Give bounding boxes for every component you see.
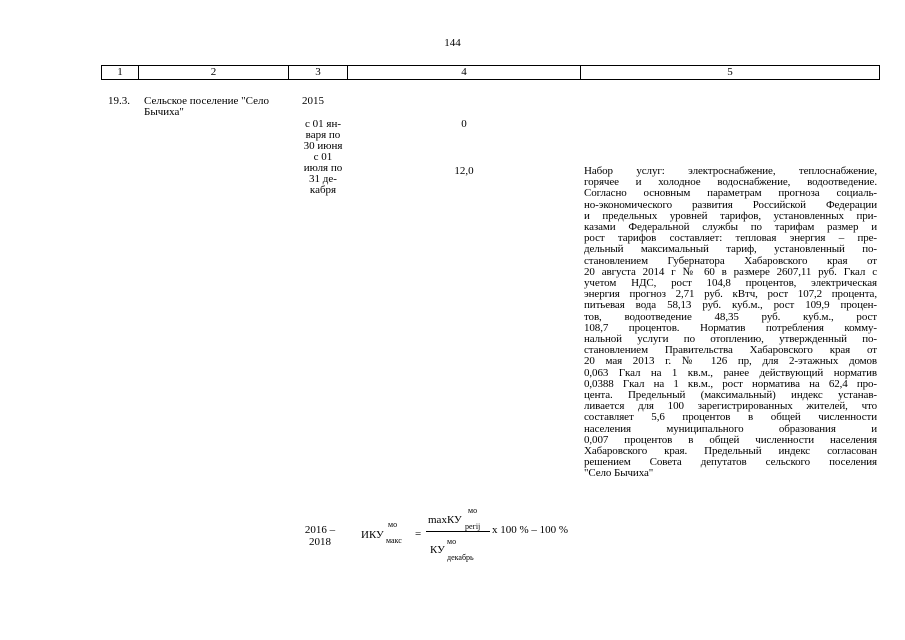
formula-lhs-subscript: макс bbox=[386, 536, 402, 545]
description-text bbox=[584, 166, 877, 480]
formula-denominator-subscript: декабрь bbox=[447, 553, 474, 562]
description-line: дельный максимальный тариф, установленный по- bbox=[584, 243, 877, 256]
years-2016-2018: 2016 – 2018 bbox=[304, 524, 336, 548]
description-line: тов, водоотведение 48,35 руб. куб.м., рост bbox=[584, 310, 877, 323]
description-line: 20 мая 2013 г. № 126 пр, для 2-этажных домов bbox=[584, 355, 877, 368]
value-first-half: 0 bbox=[461, 118, 467, 130]
period-line: июля по bbox=[303, 162, 343, 174]
description-line: ливается для 100 зарегистрированных жителей, что bbox=[584, 400, 877, 413]
description-line: рост тарифов составляет: тепловая энергия – пре- bbox=[584, 232, 877, 245]
fraction-bar bbox=[426, 531, 490, 532]
description-line: энергия прогноз 2,71 руб. кВтч, рост 107,2 процента, bbox=[584, 288, 877, 301]
description-line: становлением Правительства Хабаровского края от bbox=[584, 344, 877, 357]
description-line: "Село Бычиха" bbox=[584, 467, 654, 480]
description-line: составляет 5,6 процентов в общей численности bbox=[584, 411, 877, 424]
description-line: учетом НДС, рост 104,8 процентов, электрическая bbox=[584, 277, 877, 290]
description-line: 20 августа 2014 г № 60 в размере 2607,11 руб. Гкал с bbox=[584, 265, 877, 278]
description-line: питьевая вода 58,13 руб. куб.м., рост 109,9 процен- bbox=[584, 299, 877, 312]
period-line: варя по bbox=[305, 129, 341, 141]
period-line: с 01 ян- bbox=[305, 118, 341, 130]
description-line: цента. Предельный (максимальный) индекс устанав- bbox=[584, 389, 877, 402]
table-header-row bbox=[101, 65, 880, 80]
description-line: и предельных уровней тарифов, установленных при- bbox=[584, 209, 877, 222]
description-line: 0,063 Гкал на 1 кв.м., ранее действующий норматив bbox=[584, 366, 877, 379]
formula-lhs: ИКУ bbox=[361, 529, 384, 541]
formula-numerator: maxКУ bbox=[428, 514, 462, 526]
header-col-2: 2 bbox=[139, 66, 289, 79]
period-second-half bbox=[300, 152, 346, 196]
header-col-3: 3 bbox=[289, 66, 348, 79]
description-line: решением Совета депутатов сельского поселения bbox=[584, 456, 877, 469]
formula-equals: = bbox=[415, 528, 422, 540]
formula-numerator-superscript: мо bbox=[468, 506, 478, 515]
description-line: нальной услуги по отоплению, утвержденный по- bbox=[584, 333, 877, 346]
year-2015: 2015 bbox=[302, 95, 324, 107]
header-col-1: 1 bbox=[102, 66, 139, 79]
description-line: 0,007 процентов в общей численности населения bbox=[584, 433, 877, 446]
formula-tail: x 100 % – 100 % bbox=[492, 524, 569, 536]
description-line: казами Федеральной службы по тарифам размер и bbox=[584, 221, 877, 234]
description-line: Набор услуг: электроснабжение, теплоснабжение, bbox=[584, 165, 877, 177]
description-line: горячее и холодное водоснабжение, водоотведение. bbox=[584, 176, 877, 189]
description-line: Согласно основным параметрам прогноза социаль- bbox=[584, 187, 877, 200]
header-col-4: 4 bbox=[348, 66, 581, 79]
header-col-5: 5 bbox=[727, 66, 733, 78]
period-line: кабря bbox=[309, 184, 337, 196]
formula-denominator: КУ bbox=[430, 544, 445, 556]
formula-lhs-superscript: мо bbox=[388, 520, 398, 529]
period-line: 31 де- bbox=[309, 173, 337, 185]
description-line: населения муниципального образования и bbox=[584, 422, 877, 435]
description-line: становлением Губернатора Хабаровского края от bbox=[584, 254, 877, 267]
period-line: с 01 bbox=[313, 151, 333, 163]
value-second-half: 12,0 bbox=[454, 165, 474, 177]
description-line: но-экономического развития Российской Федерации bbox=[584, 198, 877, 211]
period-first-half bbox=[300, 119, 346, 152]
formula-numerator-subscript: регij bbox=[465, 522, 481, 531]
formula-denominator-superscript: мо bbox=[447, 537, 457, 546]
settlement-name: Сельское поселение "Село Бычиха" bbox=[144, 95, 269, 118]
period-line: 30 июня bbox=[303, 140, 343, 152]
description-line: 108,7 процентов. Норматив потребления комму- bbox=[584, 321, 877, 334]
row-number: 19.3. bbox=[108, 95, 130, 107]
description-line: Хабаровского края. Предельный индекс согласован bbox=[584, 445, 877, 458]
description-line: 0,0388 Гкал на 1 кв.м., рост норматива на 62,4 про- bbox=[584, 377, 877, 390]
page-number: 144 bbox=[444, 37, 461, 49]
